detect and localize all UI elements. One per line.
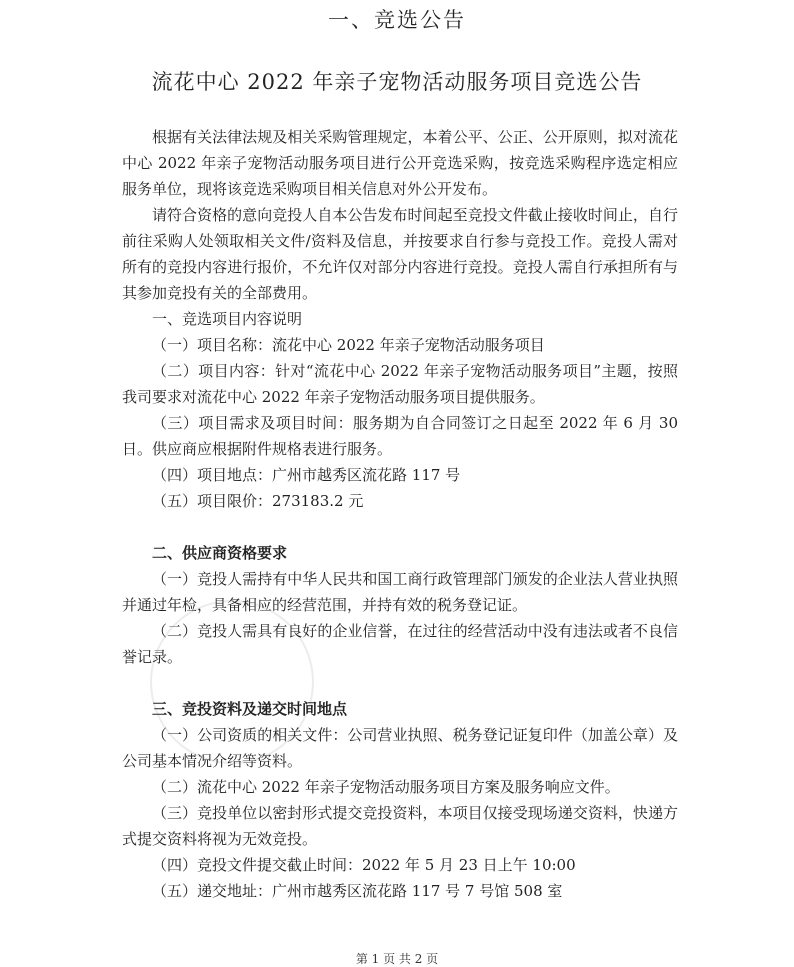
section3-item-4: （四）竞投文件提交截止时间：2022 年 5 月 23 日上午 10:00 — [152, 856, 576, 874]
intro-paragraph-2: 请符合资格的意向竞投人自本公告发布时间起至竞投文件截止接收时间止，自行前往采购人处领取相关文件/资料及信息，并按要求自行参与竞投工作。竞投人需对所有的竞投内容进行报价，不允许仅对部分内容进行竞投。竞投人需自行承担所有与其参加竞投有关的全部费用。 — [122, 206, 678, 302]
section2-item-1: （一）竞投人需持有中华人民共和国工商行政管理部门颁发的企业法人营业执照并通过年检，具备相应的经营范围，并持有效的税务登记证。 — [122, 570, 678, 614]
section1-item-4: （四）项目地点：广州市越秀区流花路 117 号 — [152, 466, 461, 484]
section1-item-2: （二）项目内容：针对“流花中心 2022 年亲子宠物活动服务项目”主题，按照我司要求对流花中心 2022 年亲子宠物活动服务项目提供服务。 — [122, 362, 678, 406]
spacer — [122, 670, 678, 696]
section1-item-5: （五）项目限价：273183.2 元 — [152, 492, 364, 510]
section1-item-1: （一）项目名称：流花中心 2022 年亲子宠物活动服务项目 — [152, 336, 545, 354]
page-number: 第 1 页 共 2 页 — [355, 952, 439, 966]
document-title: 流花中心 2022 年亲子宠物活动服务项目竞选公告 — [151, 70, 643, 94]
spacer — [122, 514, 678, 540]
section1-item-3: （三）项目需求及项目时间：服务期为自合同签订之日起至 2022 年 6 月 30 日。供应商应根据附件规格表进行服务。 — [122, 414, 678, 458]
section2-item-2: （二）竞投人需具有良好的企业信誉，在过往的经营活动中没有违法或者不良信誉记录。 — [122, 622, 678, 666]
section3-item-1: （一）公司资质的相关文件：公司营业执照、税务登记证复印件（加盖公章）及公司基本情况介绍等资料。 — [122, 726, 678, 770]
section3-item-2: （二）流花中心 2022 年亲子宠物活动服务项目方案及服务响应文件。 — [152, 778, 620, 796]
section2-heading: 二、供应商资格要求 — [152, 544, 288, 562]
section-heading-announcement: 一、竞选公告 — [328, 8, 466, 32]
intro-paragraph-1: 根据有关法律法规及相关采购管理规定，本着公平、公正、公开原则，拟对流花中心 2022 年亲子宠物活动服务项目进行公开竞选采购，按竞选采购程序选定相应服务单位，现将该竞选采购项目相关信息对外公开发布。 — [122, 128, 678, 198]
document-body — [122, 124, 678, 904]
section3-item-3: （三）竞投单位以密封形式提交竞投资料，本项目仅接受现场递交资料，快递方式提交资料将视为无效竞投。 — [122, 804, 678, 848]
section3-item-5: （五）递交地址：广州市越秀区流花路 117 号 7 号馆 508 室 — [152, 882, 563, 900]
section3-heading: 三、竞投资料及递交时间地点 — [152, 700, 348, 718]
section1-heading: 一、竞选项目内容说明 — [152, 310, 303, 328]
